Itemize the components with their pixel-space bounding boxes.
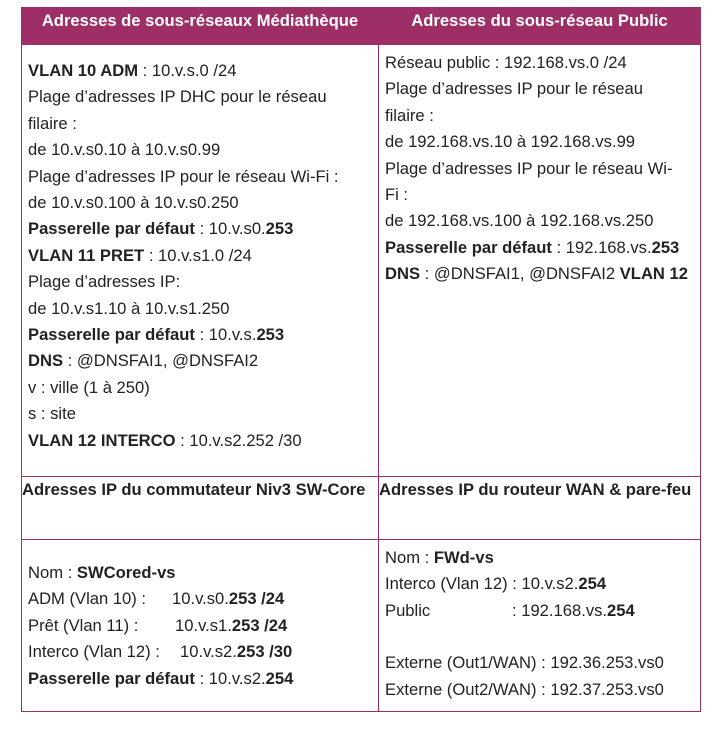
wifi-label: Plage d’adresses IP pour le réseau Wi-Fi :: [28, 166, 339, 186]
s-note: s : site: [28, 404, 76, 424]
router-public-suffix: 254: [607, 600, 635, 620]
switch-gateway-line: [28, 666, 372, 692]
router-interco-prefix: Interco (Vlan 12) : 10.v.s2.: [385, 574, 579, 594]
switch-name-line: [28, 560, 372, 586]
gateway1-prefix: : 10.v.s0.: [194, 219, 266, 239]
addressing-table: [21, 7, 701, 712]
cell-router: [379, 540, 701, 712]
table-row-subnets: [22, 45, 701, 477]
header-mediatheque: Adresses de sous-réseaux Médiathèque: [22, 8, 379, 45]
vlan11-line: [28, 243, 372, 269]
gateway1-suffix: 253: [265, 219, 294, 239]
vlan11-value: : 10.v.s1.0 /24: [144, 245, 252, 265]
public-network: Réseau public : 192.168.vs.0 /24: [385, 53, 627, 72]
switch-interco-label: Interco (Vlan 12) :: [28, 642, 160, 662]
vlan12-value: : 10.v.s2.252 /30: [175, 430, 302, 450]
switch-pret-label: Prêt (Vlan 11) :: [28, 615, 139, 635]
switch-pret-line: [28, 613, 372, 639]
v-note: v : ville (1 à 250): [28, 377, 150, 397]
router-out1: Externe (Out1/WAN) : 192.36.253.vs0: [385, 653, 664, 673]
public-gateway-prefix: : 192.168.vs.: [551, 237, 652, 257]
switch-interco-line: [28, 639, 372, 665]
gateway2-suffix: 253: [256, 325, 285, 345]
public-wired-label: Plage d’adresses IP pour le réseau filaire :: [385, 79, 643, 125]
switch-name-label: Nom :: [28, 563, 77, 582]
router-interco-suffix: 254: [578, 574, 607, 594]
gateway2-line: [28, 322, 372, 348]
public-gateway-label: Passerelle par défaut: [385, 237, 552, 257]
router-name-label: Nom :: [385, 548, 434, 567]
router-public-label: Public: [385, 600, 431, 620]
router-public-prefix: : 192.168.vs.: [512, 600, 608, 620]
subheader-router: Adresses IP du routeur WAN & pare-feu: [379, 477, 701, 540]
gateway2-prefix: : 10.v.s.: [194, 325, 257, 345]
table-subheader-row: [22, 477, 701, 540]
range-label: Plage d’adresses IP:: [28, 272, 181, 292]
table-row-devices: [22, 540, 701, 712]
cell-public: [379, 45, 701, 477]
switch-gateway-label: Passerelle par défaut: [28, 668, 195, 688]
vlan10-label: VLAN 10 ADM: [28, 61, 139, 80]
vlan12-line: [28, 428, 372, 454]
switch-name-value: SWCored-vs: [76, 563, 176, 582]
public-dns-value: : @DNSFAI1, @DNSFAI2: [420, 264, 620, 284]
gateway1-line: [28, 216, 372, 242]
dns-value: : @DNSFAI1, @DNSFAI2: [63, 351, 259, 371]
switch-pret-suffix: 253 /24: [231, 615, 288, 635]
dns-label: DNS: [28, 351, 64, 371]
cell-switch: [22, 540, 379, 712]
router-spacer: [385, 624, 694, 650]
public-gateway-line: [385, 235, 694, 261]
switch-pret-prefix: 10.v.s1.: [175, 615, 232, 635]
switch-adm-prefix: 10.v.s0.: [172, 589, 229, 609]
public-dns-line: [385, 261, 694, 287]
header-public: Adresses du sous-réseau Public: [379, 8, 701, 45]
subheader-switch: Adresses IP du commutateur Niv3 SW-Core: [22, 477, 379, 540]
public-dns-label: DNS: [385, 264, 421, 284]
table-header-row: [22, 8, 701, 45]
public-wired-range: de 192.168.vs.10 à 192.168.vs.99: [385, 132, 636, 152]
router-name-line: [385, 545, 694, 571]
router-interco-line: [385, 571, 694, 597]
range-value: de 10.v.s1.10 à 10.v.s1.250: [28, 298, 230, 318]
switch-interco-prefix: 10.v.s2.: [180, 642, 237, 662]
router-out2: Externe (Out2/WAN) : 192.37.253.vs0: [385, 679, 664, 699]
vlan10-line: [28, 58, 372, 84]
public-vlan-tail: VLAN 12: [619, 264, 688, 284]
dhcp-wired-range: de 10.v.s0.10 à 10.v.s0.99: [28, 140, 221, 160]
vlan11-label: VLAN 11 PRET: [28, 245, 145, 265]
switch-adm-line: [28, 586, 372, 612]
switch-gateway-suffix: 254: [265, 668, 294, 688]
dns-line: [28, 348, 372, 374]
gateway1-label: Passerelle par défaut: [28, 219, 195, 239]
switch-adm-suffix: 253 /24: [228, 589, 285, 609]
router-name-value: FWd-vs: [433, 548, 494, 567]
switch-interco-suffix: 253 /30: [236, 642, 293, 662]
wifi-range: de 10.v.s0.100 à 10.v.s0.250: [28, 193, 239, 213]
router-public-line: [385, 598, 694, 624]
gateway2-label: Passerelle par défaut: [28, 325, 195, 345]
dhcp-wired-label: Plage d’adresses IP DHC pour le réseau filaire :: [28, 87, 327, 133]
switch-adm-label: ADM (Vlan 10) :: [28, 589, 147, 609]
public-gateway-suffix: 253: [651, 237, 680, 257]
vlan12-label: VLAN 12 INTERCO: [28, 430, 176, 450]
public-wifi-label: Plage d’adresses IP pour le réseau Wi-Fi :: [385, 158, 673, 205]
public-wifi-range: de 192.168.vs.100 à 192.168.vs.250: [385, 211, 654, 231]
vlan10-value: : 10.v.s.0 /24: [138, 61, 237, 80]
switch-gateway-prefix: : 10.v.s2.: [194, 668, 266, 688]
cell-mediatheque: [22, 45, 379, 477]
